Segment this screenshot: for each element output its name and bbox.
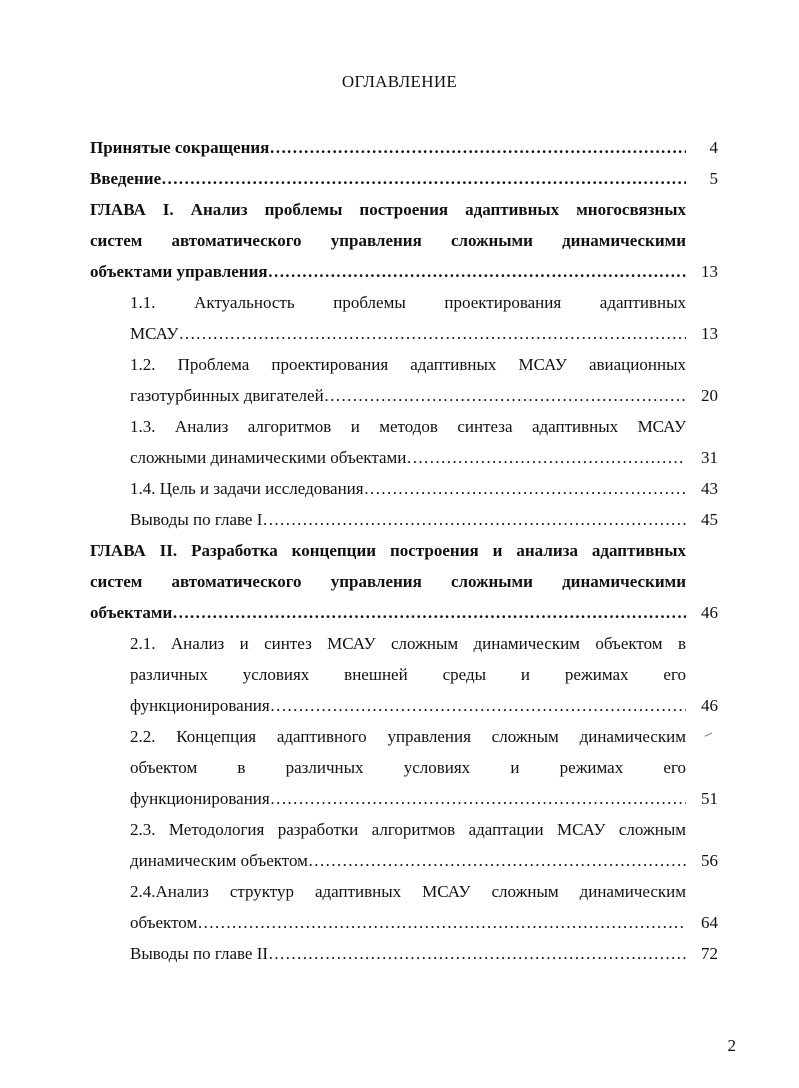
toc-entry-line: ГЛАВА I. Анализ проблемы построения адаптивных многосвязных — [90, 200, 686, 219]
toc-entry-text: МСАУ — [130, 324, 179, 343]
toc-entry-line: 2.3. Методология разработки алгоритмов адаптации МСАУ сложным — [130, 820, 686, 839]
toc-entry-line: 1.3. Анализ алгоритмов и методов синтеза адаптивных МСАУ — [130, 417, 686, 436]
toc-entry-line: ГЛАВА II. Разработка концепции построения и анализа адаптивных — [90, 541, 686, 560]
toc-entry-line: систем автоматического управления сложными динамическими — [90, 231, 686, 250]
toc-page-number: 31 — [701, 448, 718, 467]
toc-entry-line: 1.2. Проблема проектирования адаптивных МСАУ авиационных — [130, 355, 686, 374]
toc-entry-line: различных условиях внешней среды и режимах его — [130, 665, 686, 684]
toc-entry-line-last — [90, 601, 686, 625]
toc-entry-line-last — [130, 942, 686, 966]
toc-entry-text: Принятые сокращения — [90, 138, 270, 157]
toc-entry-line: объектом в различных условиях и режимах его — [130, 758, 686, 777]
toc-page-number: 13 — [701, 262, 718, 281]
dot-leader — [161, 167, 686, 191]
toc-page-number: 46 — [701, 603, 718, 622]
toc-entry-text: объектами управления — [90, 262, 268, 281]
toc-page-number: 5 — [709, 169, 718, 188]
dot-leader — [308, 849, 686, 873]
toc-entry-line-last — [90, 167, 686, 191]
toc-entry-text: объектами — [90, 603, 173, 622]
dot-leader — [324, 384, 686, 408]
toc-entry-line: 2.1. Анализ и синтез МСАУ сложным динамическим объектом в — [130, 634, 686, 653]
toc-entry-text: динамическим объектом — [130, 851, 308, 870]
dot-leader — [406, 446, 686, 470]
toc-page-number: 56 — [701, 851, 718, 870]
toc-entry-text: функционирования — [130, 789, 270, 808]
toc-entry-line-last — [90, 136, 686, 160]
toc-entry-line-last — [130, 446, 686, 470]
toc-entry-line-last — [130, 322, 686, 346]
toc-entry-line-last — [130, 384, 686, 408]
toc-entry-line-last — [130, 694, 686, 718]
toc-entry-line: 1.1. Актуальность проблемы проектирования адаптивных — [130, 293, 686, 312]
toc-page-number: 20 — [701, 386, 718, 405]
toc-entry-line: систем автоматического управления сложными динамическими — [90, 572, 686, 591]
toc-page-number: 72 — [701, 944, 718, 963]
dot-leader — [270, 787, 686, 811]
dot-leader — [268, 942, 686, 966]
toc-entry-line: 2.4.Анализ структур адаптивных МСАУ сложным динамическим — [130, 882, 686, 901]
toc-page-number: 45 — [701, 510, 718, 529]
toc-entry-text: Выводы по главе II — [130, 944, 269, 963]
toc-entry-text: объектом — [130, 913, 198, 932]
toc-entry-line: 2.2. Концепция адаптивного управления сложным динамическим — [130, 727, 686, 746]
toc-entry-text: функционирования — [130, 696, 270, 715]
page-title: ОГЛАВЛЕНИЕ — [341, 72, 458, 91]
dot-leader — [197, 911, 686, 935]
toc-entry-line-last — [130, 849, 686, 873]
dot-leader — [178, 322, 686, 346]
toc-page-number: 4 — [709, 138, 718, 157]
toc-page-number: 64 — [701, 913, 718, 932]
dot-leader — [172, 601, 686, 625]
toc-entry-line-last — [130, 477, 686, 501]
toc-entry-text: сложными динамическими объектами — [130, 448, 407, 467]
toc-entry-text: 1.4. Цель и задачи исследования — [130, 479, 364, 498]
dot-leader — [270, 694, 686, 718]
dot-leader — [268, 260, 686, 284]
toc-page-number: 43 — [701, 479, 718, 498]
toc-entry-line-last — [130, 911, 686, 935]
toc-entry-line-last — [130, 787, 686, 811]
dot-leader — [364, 477, 686, 501]
toc-entry-line-last — [90, 260, 686, 284]
toc-page-number: 46 — [701, 696, 718, 715]
dot-leader — [262, 508, 686, 532]
toc-entry-line-last — [130, 508, 686, 532]
toc-page-number: 51 — [701, 789, 718, 808]
dot-leader — [269, 136, 686, 160]
toc-entry-text: Введение — [90, 169, 162, 188]
toc-entry-text: газотурбинных двигателей — [130, 386, 324, 405]
toc-entry-text: Выводы по главе I — [130, 510, 263, 529]
toc-page-number: 13 — [701, 324, 718, 343]
page-number: 2 — [727, 1036, 736, 1055]
